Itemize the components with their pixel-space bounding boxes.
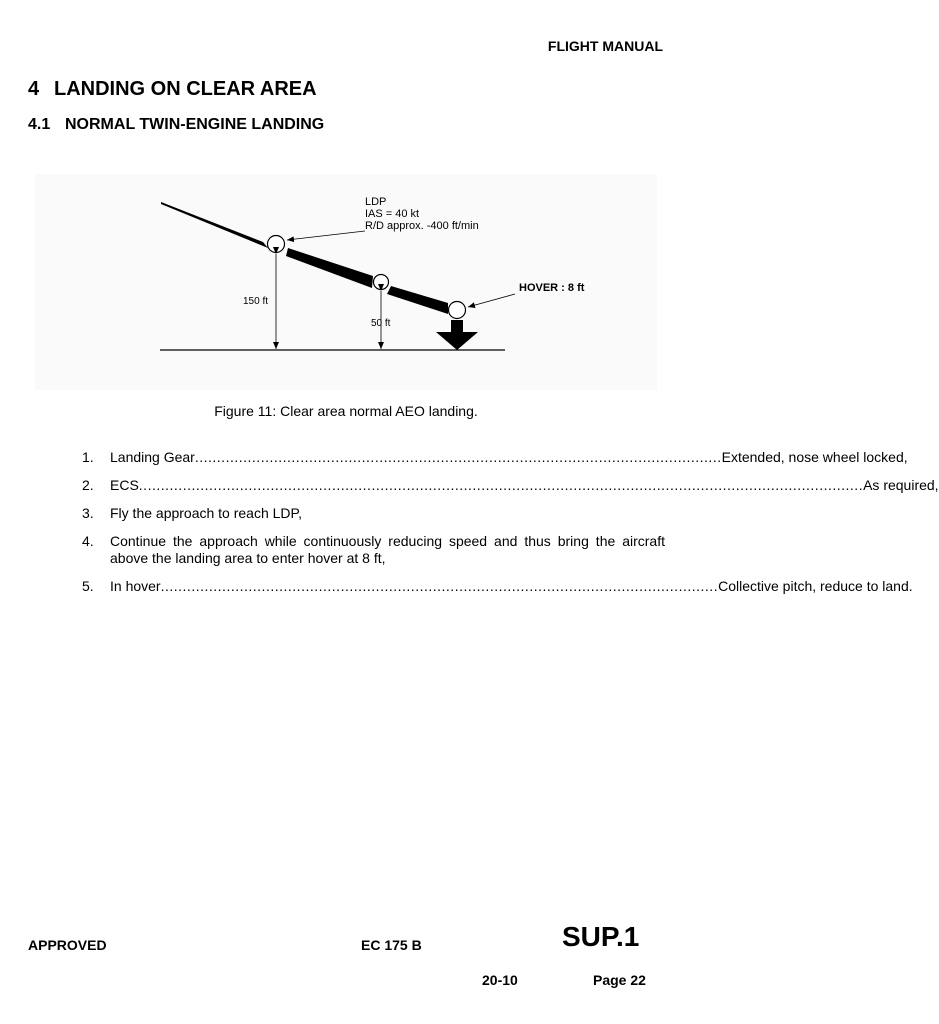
list-item [82, 533, 665, 567]
manual-title: FLIGHT MANUAL [547, 38, 663, 54]
step-body [110, 449, 908, 466]
section-number: 4 [28, 78, 40, 100]
hover-point [449, 302, 466, 319]
landing-profile-diagram [35, 174, 657, 390]
step-label: Landing Gear [110, 449, 195, 465]
ldp-label: LDP [365, 196, 387, 208]
approval-status: APPROVED [28, 937, 107, 953]
midpoint-circle [374, 275, 389, 290]
approach-path-segment-2 [286, 248, 373, 288]
descent-arrow [436, 320, 478, 350]
step-number: 5. [82, 578, 94, 594]
list-item [82, 477, 939, 494]
step-text: Fly the approach to reach LDP, [110, 505, 302, 521]
step-leader-dots: ............................................................................................................................... [160, 578, 719, 594]
step-number: 2. [82, 477, 94, 493]
subsection-number: 4.1 [28, 116, 51, 133]
section-title: LANDING ON CLEAR AREA [54, 78, 317, 100]
figure-caption: Figure 11: Clear area normal AEO landing. [214, 403, 478, 419]
step-value: As required, [863, 477, 939, 493]
step-value: Extended, nose wheel locked, [721, 449, 908, 465]
section-heading [28, 78, 317, 101]
step-label: ECS [110, 477, 139, 493]
list-item [82, 578, 913, 595]
supplement-id: SUP.1 [562, 921, 640, 952]
step-value: Collective pitch, reduce to land. [718, 578, 913, 594]
subsection-heading [28, 116, 324, 134]
list-item [82, 449, 908, 466]
ldp-point [268, 236, 285, 253]
hover-leader-line [468, 294, 515, 307]
rd-label: R/D approx. -400 ft/min [365, 220, 479, 232]
approach-path-segment-1 [161, 202, 268, 248]
step-body [110, 477, 939, 494]
step-number: 1. [82, 449, 94, 465]
step-body [110, 578, 913, 595]
aircraft-model: EC 175 B [361, 937, 422, 953]
hover-label: HOVER : 8 ft [519, 282, 585, 294]
step-label: In hover [110, 578, 161, 594]
page-number: Page 22 [593, 972, 646, 988]
step-leader-dots: ..................................................................................................................................................................... [138, 477, 864, 493]
height-50-label: 50 ft [371, 318, 391, 329]
step-text: Continue the approach while continuously reducing speed and thus bring the aircraft above the landing area to enter hover at 8 ft, [110, 533, 665, 566]
subsection-title: NORMAL TWIN-ENGINE LANDING [65, 116, 325, 133]
approach-path-segment-3 [387, 286, 448, 314]
list-item [82, 505, 665, 522]
step-leader-dots: ........................................................................................................................ [194, 449, 722, 465]
landing-profile-figure [35, 174, 657, 390]
step-number: 4. [82, 533, 94, 549]
step-number: 3. [82, 505, 94, 521]
ldp-leader-line [287, 231, 365, 240]
section-reference: 20-10 [482, 972, 518, 988]
ias-label: IAS = 40 kt [365, 208, 420, 220]
procedure-steps [82, 449, 939, 606]
height-150-label: 150 ft [243, 296, 269, 307]
